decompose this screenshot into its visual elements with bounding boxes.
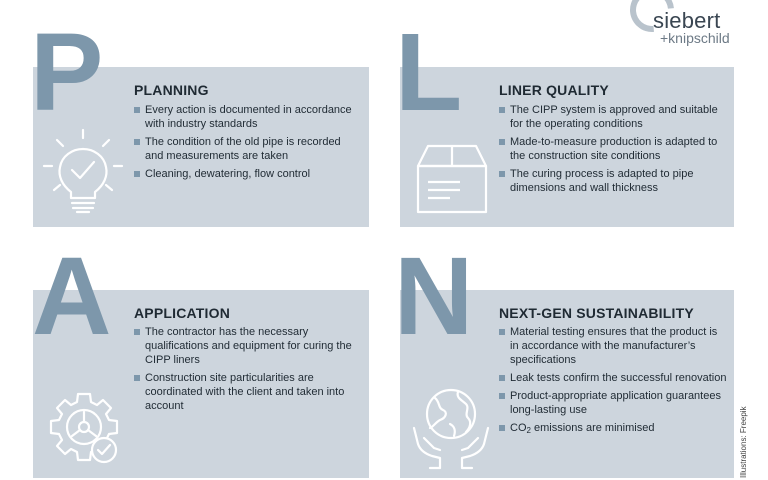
logo-text-knipschild: +knipschild (660, 30, 730, 46)
liner-quality-bullets (499, 103, 727, 199)
box-icon (414, 142, 490, 218)
planning-bullets (134, 103, 362, 185)
next-gen-sustainability-bullets (499, 325, 727, 439)
logo-text-siebert: siebert (653, 8, 721, 33)
list-item: The CIPP system is approved and suitable for the operating conditions (499, 103, 727, 131)
list-item: Cleaning, dewatering, flow control (134, 167, 362, 181)
list-item: Product-appropriate application guarantees long-lasting use (499, 389, 727, 417)
list-item: The condition of the old pipe is recorded and measurements are taken (134, 135, 362, 163)
letter-n: N (394, 235, 472, 358)
next-gen-sustainability-title: NEXT-GEN SUSTAINABILITY (499, 305, 694, 321)
planning-title: PLANNING (134, 82, 209, 98)
lightbulb-check-icon (38, 126, 128, 218)
co2-text: CO (510, 422, 527, 434)
list-item: Material testing ensures that the product is in accordance with the manufacturer’s specifications (499, 325, 727, 367)
globe-hands-icon (410, 384, 492, 470)
co2-subscript: 2 (526, 426, 531, 435)
list-item: Every action is documented in accordance with industry standards (134, 103, 362, 131)
co2-text-rest: emissions are minimised (530, 422, 655, 434)
application-bullets (134, 325, 362, 417)
list-item: The contractor has the necessary qualifications and equipment for curing the CIPP liners (134, 325, 362, 367)
letter-a: A (32, 235, 110, 358)
list-item: Construction site particularities are coordinated with the client and taken into account (134, 371, 362, 413)
liner-quality-title: LINER QUALITY (499, 82, 609, 98)
list-item: The curing process is adapted to pipe dimensions and wall thickness (499, 167, 727, 195)
list-item-co2 (499, 421, 727, 435)
list-item: Leak tests confirm the successful renovation (499, 371, 727, 385)
brand-logo (628, 2, 748, 48)
list-item: Made-to-measure production is adapted to the construction site conditions (499, 135, 727, 163)
letter-l: L (395, 11, 461, 134)
letter-p: P (30, 11, 102, 134)
illustration-credit: Illustrations: Freepik (739, 406, 748, 478)
application-title: APPLICATION (134, 305, 231, 321)
gear-check-icon (44, 390, 124, 470)
